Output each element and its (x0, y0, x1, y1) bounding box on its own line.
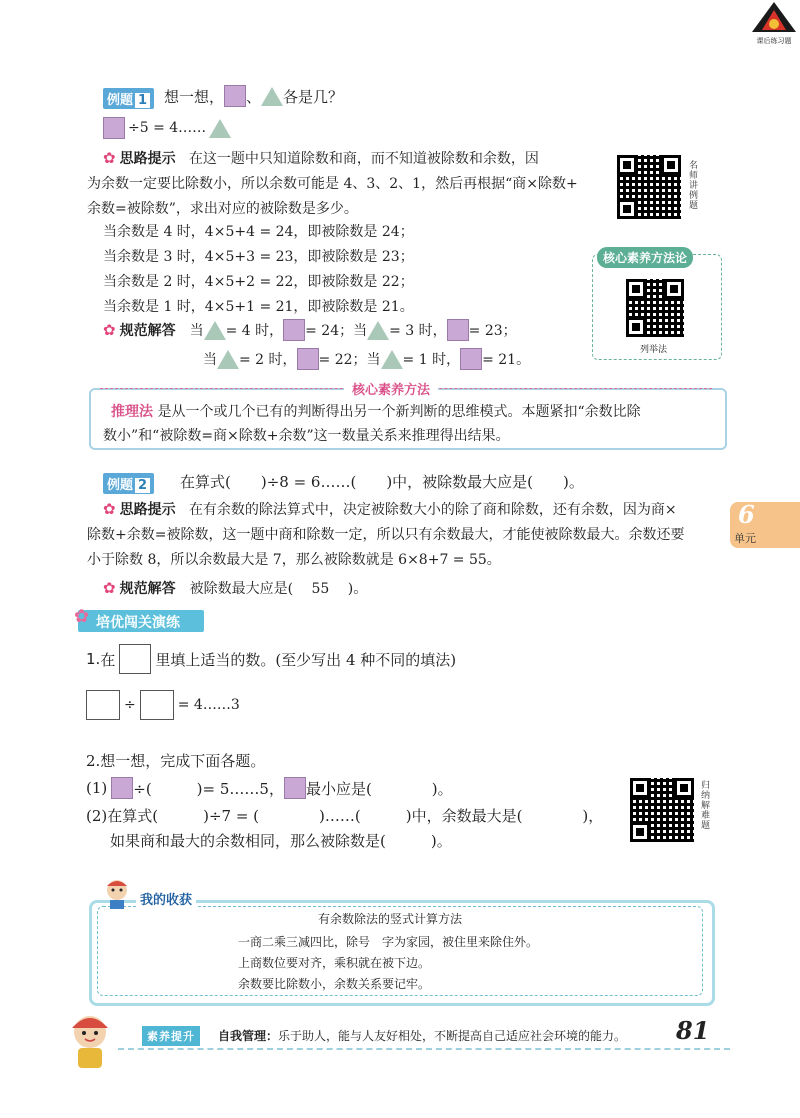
flower-icon: ✿ (103, 321, 116, 339)
question-1 (86, 644, 456, 674)
answer-text: 当 (203, 352, 217, 368)
case-line: 当余数是 2 时，4×5+2 = 22，即被除数是 22； (103, 274, 414, 290)
answer-text: = 21。 (482, 352, 531, 368)
equation-result: = 4……3 (177, 697, 240, 713)
page-number: 81 (676, 1016, 710, 1045)
example1-question-tail: 各是几？ (283, 87, 344, 106)
case-line: 当余数是 3 时，4×5+3 = 23，即被除数是 23； (103, 249, 414, 265)
example-tag-number: 1 (135, 93, 150, 108)
hint-line: 小于除数 8，所以余数最大是 7，那么被除数就是 6×8+7 = 55。 (87, 552, 501, 568)
case-line: 当余数是 4 时，4×5+4 = 24，即被除数是 24； (103, 224, 414, 240)
answer-text: = 2 时， (239, 352, 297, 368)
harvest-line: 余数要比除数小，余数关系要记牢。 (238, 977, 431, 991)
triangle-icon (204, 321, 226, 340)
method-box-caption: 列举法 (640, 345, 668, 355)
square-icon[interactable] (111, 777, 133, 799)
answer-label: 规范解答 (119, 323, 176, 339)
footer-mascot (62, 1008, 118, 1072)
harvest-line: 上商数位要对齐，乘积就在被下边。 (238, 956, 431, 970)
square-icon (283, 319, 305, 341)
answer-text: = 4 时， (225, 323, 284, 339)
example1-answer-row2 (203, 348, 530, 370)
logo-icon (752, 2, 796, 32)
core-method-line: 数小”和“被除数=商×除数+余数”这一数量关系来推理得出结果。 (103, 428, 510, 444)
separator: 、 (246, 87, 262, 106)
question-1-equation (86, 690, 240, 720)
hint-line: 在有余数的除法算式中，决定被除数大小的除了商和除数，还有余数，因为商× (188, 502, 677, 518)
qr-label: 名师讲例题 (687, 160, 697, 210)
question-2-3: 如果商和最大的余数相同，那么被除数是( )。 (110, 832, 452, 850)
footer-badge: 素养提升 (142, 1026, 200, 1046)
answer-text: 被除数最大应是( 55 )。 (189, 581, 368, 597)
example1-answer-row1 (103, 319, 517, 341)
square-icon (460, 348, 482, 370)
square-icon (297, 348, 319, 370)
square-icon (224, 85, 246, 107)
core-method-line: 是从一个或几个已有的判断得出另一个新判断的思维模式。本题紧扣“余数比除 (157, 404, 641, 420)
answer-text: = 1 时， (402, 352, 461, 368)
answer-text: = 24；当 (305, 323, 368, 339)
logo-text: 课后练习题 (756, 37, 792, 45)
flower-icon: ✿ (103, 149, 116, 167)
unit-tab-number: 6 (738, 500, 755, 529)
answer-text: = 22；当 (318, 352, 381, 368)
practice-title: 培优闯关演练 (96, 615, 180, 631)
answer-box[interactable] (119, 644, 151, 674)
answer-text: 当 (189, 323, 204, 339)
divide-sign: ÷ (124, 697, 136, 713)
qr-code-method[interactable] (626, 279, 684, 337)
hint-line: 为余数一定要比除数小，所以余数可能是 4、3、2、1，然后再根据“商×除数+ (87, 176, 578, 192)
question-2-title: 2.想一想，完成下面各题。 (86, 752, 266, 770)
answer-label: 规范解答 (119, 581, 176, 597)
harvest-title: 我的收获 (136, 889, 196, 908)
sub-question-number: (1) (86, 779, 108, 797)
question-text: 最小应是( )。 (305, 779, 453, 798)
core-method-text (103, 400, 715, 448)
hint-line: 除数+余数=被除数，这一题中商和除数一定，所以只有余数最大，才能使被除数最大。余数还要 (87, 527, 685, 543)
example1-equation-text: ÷5 = 4…… (128, 120, 207, 136)
method-box-title: 核心素养方法论 (597, 247, 693, 268)
example1-tag (103, 88, 154, 109)
example2-answer (103, 578, 367, 598)
core-method-term: 推理法 (111, 404, 153, 420)
harvest-heading: 有余数除法的竖式计算方法 (318, 912, 463, 926)
core-method-title: 核心素养方法 (344, 379, 438, 398)
triangle-icon (381, 350, 403, 369)
triangle-icon (261, 87, 283, 106)
brand-logo (752, 2, 796, 44)
square-icon (447, 319, 469, 341)
example1-question-text: 想一想， (164, 87, 225, 106)
case-line: 当余数是 1 时，4×5+1 = 21，即被除数是 21。 (103, 299, 414, 315)
footer-line (118, 1048, 730, 1050)
footer-content: 乐于助人，能与人友好相处，不断提高自己适应社会环境的能力。 (278, 1029, 627, 1043)
paw-icon: ✿ (74, 606, 90, 627)
question-2-2: (2)在算式( )÷7 = ( )……( )中，余数最大是( )， (86, 807, 604, 825)
example1-question (164, 85, 343, 107)
question-2-1 (86, 777, 453, 799)
example1-cases (103, 220, 414, 320)
divisor-box[interactable] (140, 690, 174, 720)
hint-label: 思路提示 (119, 151, 176, 167)
example-tag-number: 2 (135, 478, 150, 493)
example-tag-label: 例题 (107, 478, 134, 493)
question-text: 在 (100, 650, 116, 669)
footer-label: 自我管理： (218, 1029, 279, 1043)
flower-icon: ✿ (103, 500, 116, 518)
harvest-lines (238, 932, 538, 995)
answer-text: = 23； (468, 323, 517, 339)
question-text: 里填上适当的数。(至少写出 4 种不同的填法) (155, 650, 457, 669)
example2-question: 在算式( )÷8 = 6……( )中，被除数最大应是( )。 (180, 473, 584, 491)
mascot-icon (100, 876, 134, 910)
flower-icon: ✿ (103, 579, 116, 597)
answer-text: = 3 时， (389, 323, 447, 339)
unit-tab-label: 单元 (734, 532, 756, 545)
question-text: ÷( )= 5……5， (133, 779, 284, 798)
harvest-line: 一商二乘三减四比，除号 字为家园，被住里来除住外。 (238, 935, 539, 949)
qr-label: 归纳解难题 (699, 780, 709, 830)
example2-hint (87, 497, 737, 573)
dividend-box[interactable] (86, 690, 120, 720)
square-icon (103, 117, 125, 139)
qr-code-practice[interactable] (630, 778, 694, 842)
hint-line: 在这一题中只知道除数和商，而不知道被除数和余数，因 (188, 151, 539, 167)
example-tag-label: 例题 (107, 93, 134, 108)
example2-tag (103, 473, 154, 494)
triangle-icon (217, 350, 239, 369)
footer-text (218, 1027, 626, 1044)
qr-code-example[interactable] (617, 155, 681, 219)
example1-hint (87, 146, 597, 222)
triangle-icon (209, 119, 231, 138)
hint-line: 余数=被除数”，求出对应的被除数是多少。 (87, 201, 358, 217)
example1-equation (103, 117, 231, 139)
square-icon[interactable] (284, 777, 306, 799)
triangle-icon (367, 321, 389, 340)
question-number: 1. (86, 650, 101, 668)
hint-label: 思路提示 (119, 502, 176, 518)
